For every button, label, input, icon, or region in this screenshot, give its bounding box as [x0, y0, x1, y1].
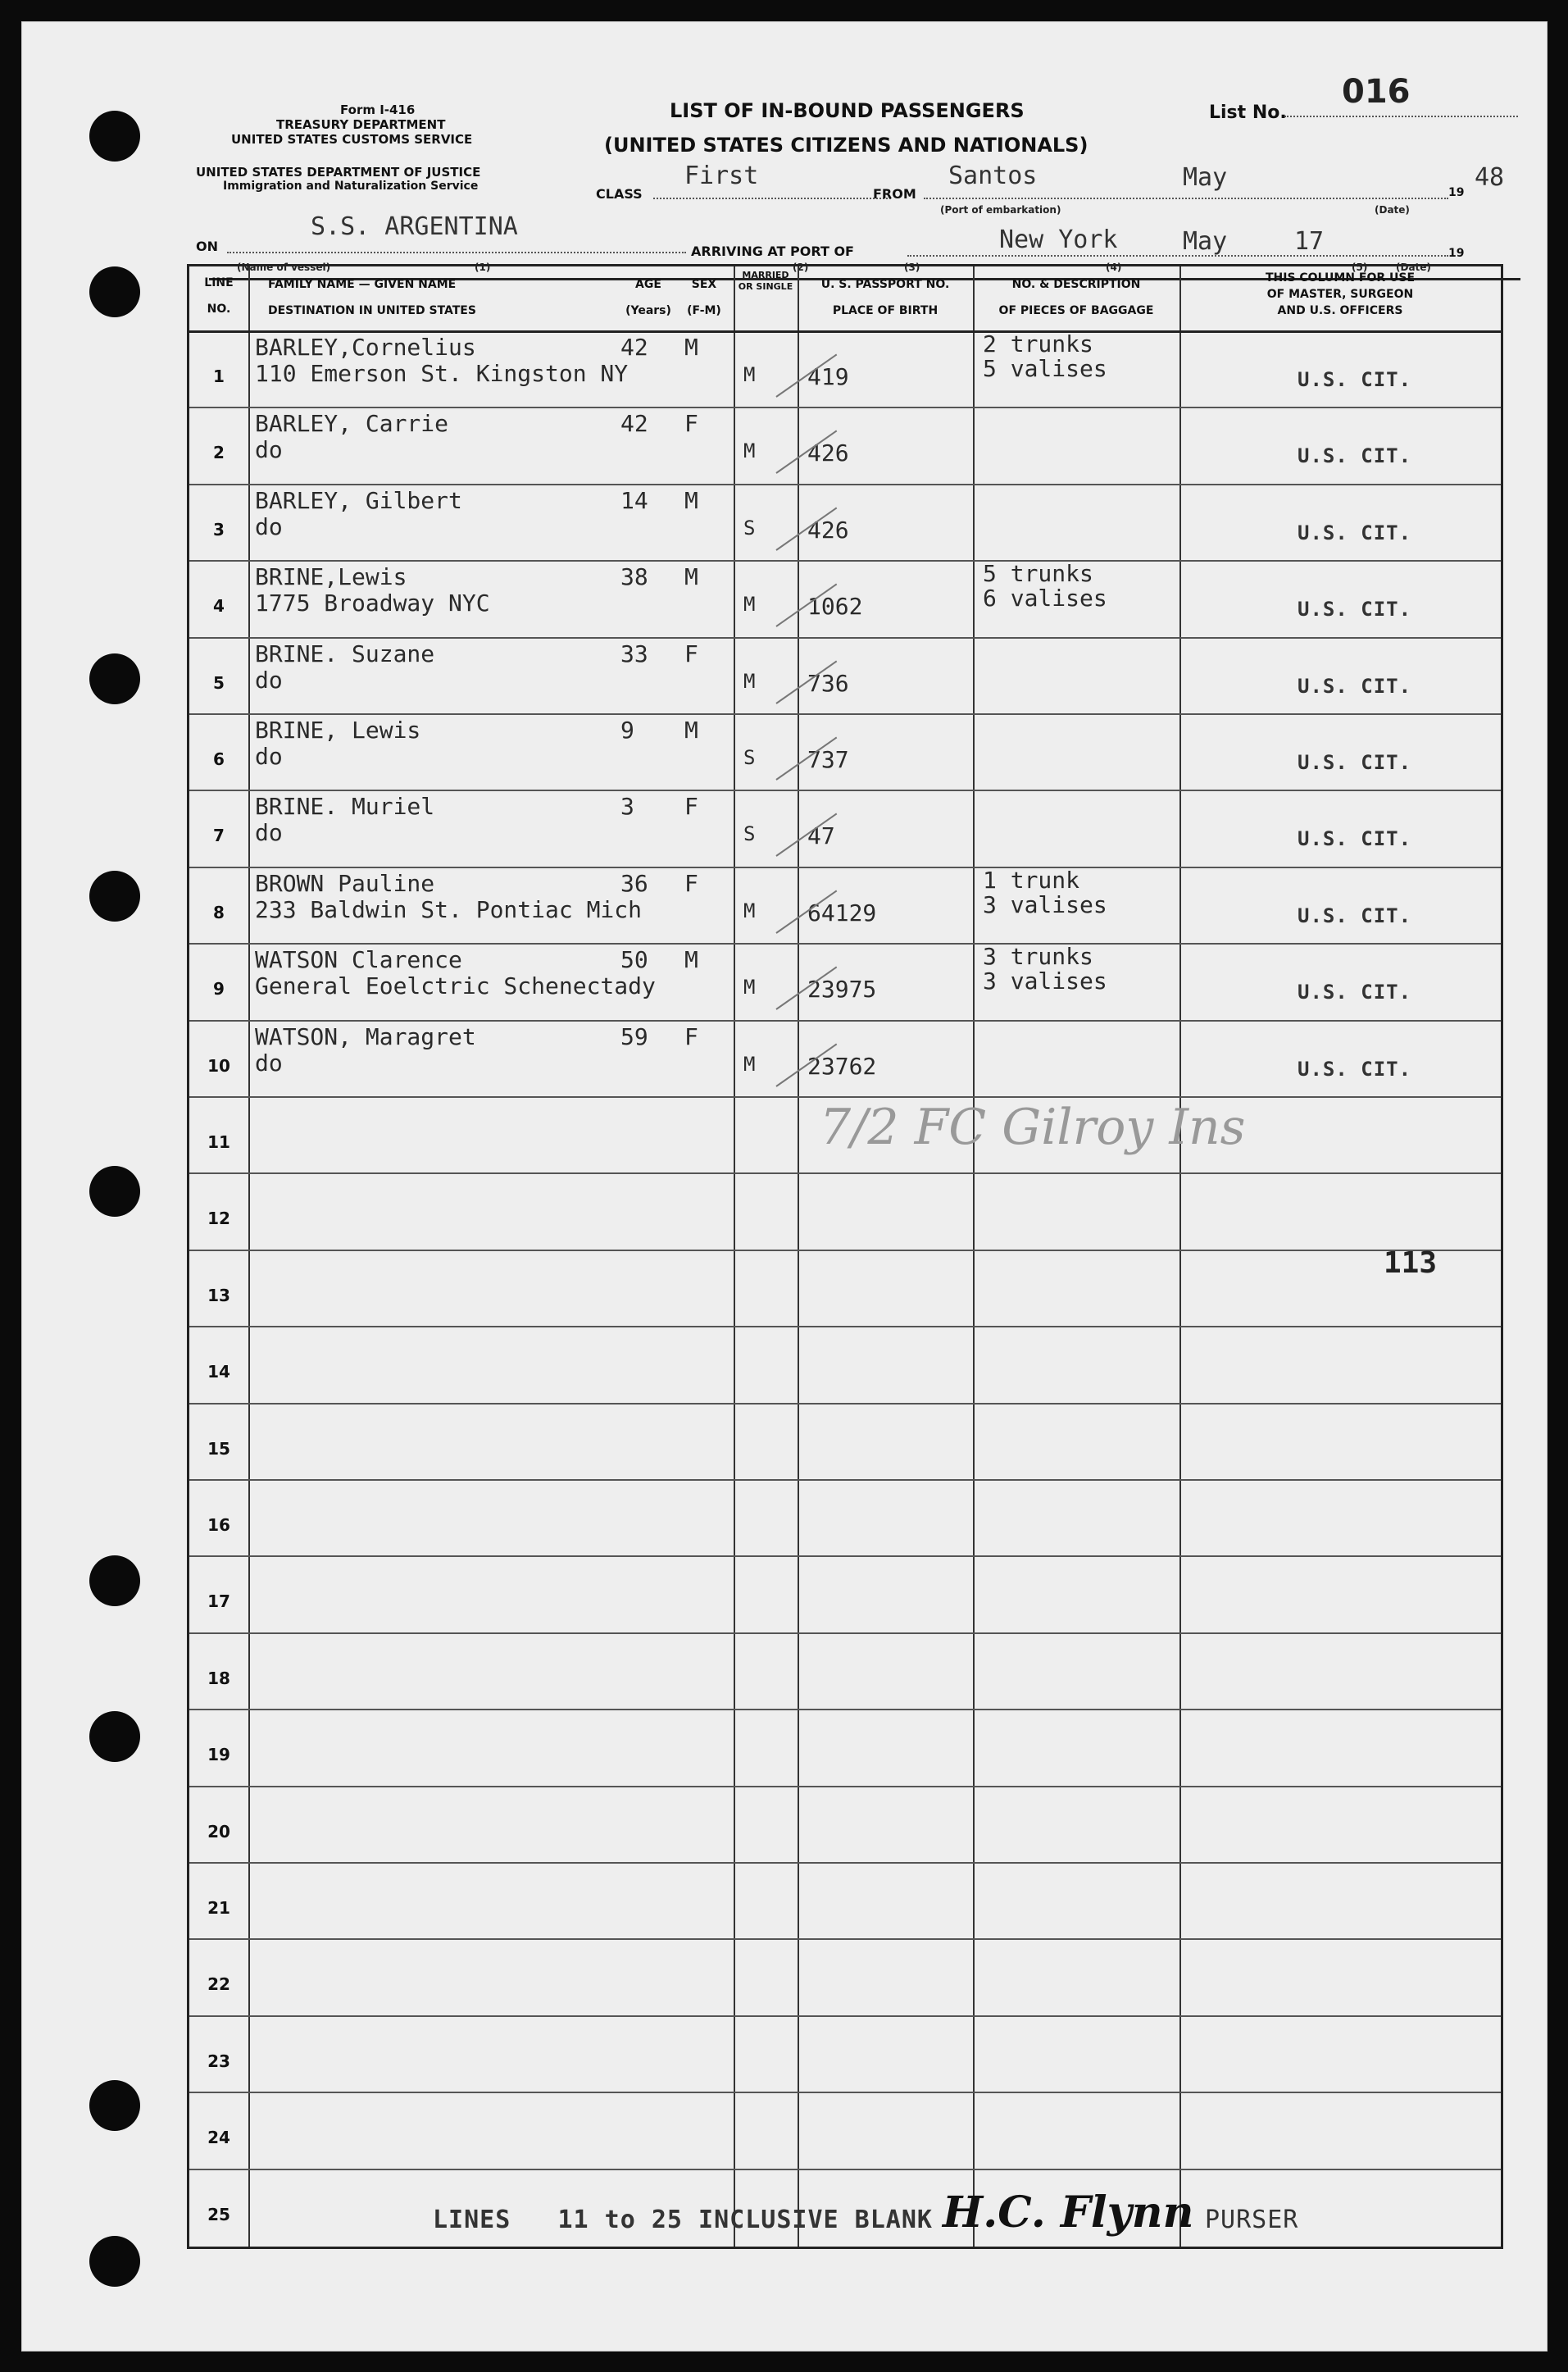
arrival-day: 17	[1294, 227, 1325, 256]
line-number: 25	[207, 2204, 230, 2224]
age: 38	[620, 563, 648, 591]
punch-hole	[89, 111, 140, 162]
passenger-name: BRINE. Suzane	[255, 640, 435, 667]
page-title: LIST OF IN-BOUND PASSENGERS	[670, 99, 1025, 122]
line-number: 19	[207, 1745, 230, 1765]
row-divider	[189, 2169, 1501, 2170]
class-value: First	[684, 162, 759, 190]
line-number: 17	[207, 1591, 230, 1612]
line-number: 15	[207, 1438, 230, 1459]
punch-hole	[89, 653, 140, 704]
row-divider	[189, 1709, 1501, 1710]
passenger-name: BARLEY,Cornelius	[255, 334, 476, 361]
year-prefix-1: 19	[1448, 186, 1465, 199]
col-header-age: AGE	[635, 278, 661, 291]
purser-label: PURSER	[1205, 2206, 1299, 2234]
age: 42	[620, 410, 648, 438]
row-divider	[189, 2015, 1501, 2017]
passenger-name: BRINE. Muriel	[255, 793, 435, 821]
baggage-line-2: 3 valises	[983, 967, 1107, 995]
immigration-service: Immigration and Naturalization Service	[223, 180, 479, 193]
baggage-line-1: 1 trunk	[983, 866, 1080, 894]
sex: M	[684, 334, 698, 361]
sex: F	[684, 1022, 698, 1050]
baggage-line-2: 3 valises	[983, 890, 1107, 918]
line-number: 23	[207, 2051, 230, 2071]
citizen-stamp: U.S. CIT.	[1298, 981, 1412, 1004]
line-number: 4	[213, 596, 225, 617]
row-divider	[189, 943, 1501, 945]
row-divider	[189, 1020, 1501, 1022]
from-line	[924, 198, 1448, 199]
line-number: 18	[207, 1668, 230, 1688]
sex: F	[684, 869, 698, 897]
col-divider	[734, 266, 735, 2247]
age: 3	[620, 793, 634, 821]
citizen-stamp: U.S. CIT.	[1298, 904, 1412, 927]
passenger-name: WATSON Clarence	[255, 946, 462, 974]
passport-number: 64129	[807, 899, 877, 926]
punch-hole	[89, 1166, 140, 1217]
destination: do	[255, 819, 283, 847]
line-number: 5	[213, 672, 225, 693]
col-header-destination: DESTINATION IN UNITED STATES	[268, 304, 476, 317]
passenger-name: WATSON, Maragret	[255, 1022, 476, 1050]
baggage-line-2: 5 valises	[983, 355, 1107, 382]
col-divider	[798, 266, 799, 2247]
line-number: 6	[213, 749, 225, 769]
row-divider	[189, 1403, 1501, 1405]
passport-number: 426	[807, 516, 849, 544]
department-of-justice: UNITED STATES DEPARTMENT OF JUSTICE	[196, 165, 481, 180]
from-label: FROM	[873, 186, 916, 202]
col-header-age-units: (Years)	[625, 304, 671, 317]
departure-year: 48	[1475, 163, 1505, 192]
destination: do	[255, 1049, 283, 1077]
departure-month: May	[1183, 163, 1228, 192]
row-divider	[189, 1555, 1501, 1557]
col-header-married: MARRIED OR SINGLE	[738, 270, 793, 292]
punch-hole	[89, 2080, 140, 2131]
age: 42	[620, 334, 648, 361]
sex: F	[684, 793, 698, 821]
header-divider	[189, 330, 1501, 333]
row-divider	[189, 713, 1501, 715]
sex: F	[684, 640, 698, 667]
line-number: 1	[213, 366, 225, 386]
vessel-name: S.S. ARGENTINA	[311, 212, 518, 241]
class-line	[653, 198, 891, 199]
sex: F	[684, 410, 698, 438]
caption-5: (5)	[1352, 262, 1368, 273]
row-divider	[189, 407, 1501, 408]
list-no-label: List No.	[1209, 102, 1287, 123]
caption-4: (4)	[1106, 262, 1122, 273]
punch-hole	[89, 2236, 140, 2287]
row-divider	[189, 1632, 1501, 1634]
footer-blank-lines: LINES 11 to 25 INCLUSIVE BLANK	[433, 2206, 933, 2234]
from-value: Santos	[948, 162, 1038, 190]
col-divider	[1179, 266, 1181, 2247]
year-prefix-2: 19	[1448, 247, 1465, 260]
passenger-name: BARLEY, Gilbert	[255, 486, 462, 514]
punch-hole	[89, 1711, 140, 1762]
col-header-officers-2: OF MASTER, SURGEON	[1266, 288, 1414, 301]
age: 50	[620, 946, 648, 974]
passport-number: 23975	[807, 976, 877, 1004]
col-header-passport: U. S. PASSPORT NO.	[820, 278, 950, 291]
line-number: 20	[207, 1821, 230, 1842]
baggage-line-1: 3 trunks	[983, 943, 1093, 971]
marital-status: M	[743, 363, 756, 386]
line-number: 12	[207, 1209, 230, 1229]
destination: do	[255, 436, 283, 464]
passport-number: 737	[807, 746, 849, 773]
row-divider	[189, 1250, 1501, 1251]
passport-number: 419	[807, 363, 849, 390]
col-header-line: LINE	[204, 276, 234, 289]
treasury-department: TREASURY DEPARTMENT	[276, 117, 446, 132]
sex: M	[684, 946, 698, 974]
marital-status: S	[743, 516, 756, 540]
caption-2: (2)	[793, 262, 809, 273]
date-caption-1: (Date)	[1375, 204, 1410, 216]
col-header-officers: THIS COLUMN FOR USE	[1265, 271, 1416, 285]
citizen-stamp: U.S. CIT.	[1298, 368, 1412, 391]
line-number: 13	[207, 1285, 230, 1305]
row-divider	[189, 1786, 1501, 1787]
citizen-stamp: U.S. CIT.	[1298, 444, 1412, 468]
row-divider	[189, 484, 1501, 485]
passenger-table	[187, 264, 1503, 2249]
list-no-value: 016	[1342, 73, 1411, 111]
col-header-name: FAMILY NAME — GIVEN NAME	[268, 278, 457, 291]
caption-3: (3)	[904, 262, 920, 273]
arrival-port: New York	[999, 225, 1118, 254]
passport-number: 47	[807, 822, 835, 850]
baggage-line-2: 6 valises	[983, 585, 1107, 612]
age: 59	[620, 1022, 648, 1050]
row-divider	[189, 1096, 1501, 1098]
marital-status: S	[743, 822, 756, 846]
citizen-stamp: U.S. CIT.	[1298, 598, 1412, 621]
age: 33	[620, 640, 648, 667]
caption-1: (1)	[475, 262, 491, 273]
page-subtitle: (UNITED STATES CITIZENS AND NATIONALS)	[604, 134, 1089, 157]
date-caption-2: (Date)	[1396, 262, 1431, 273]
col-header-officers-3: AND U.S. OFFICERS	[1277, 304, 1403, 317]
punch-hole	[89, 871, 140, 922]
row-divider	[189, 867, 1501, 868]
passenger-name: BRINE,Lewis	[255, 563, 407, 591]
citizen-stamp: U.S. CIT.	[1298, 521, 1412, 544]
row-divider	[189, 1862, 1501, 1864]
line-number: 22	[207, 1974, 230, 1995]
passport-number: 1062	[807, 593, 863, 621]
sex: M	[684, 486, 698, 514]
destination: do	[255, 743, 283, 770]
destination: General Eoelctric Schenectady	[255, 972, 656, 1000]
destination: 233 Baldwin St. Pontiac Mich	[255, 895, 643, 923]
citizen-stamp: U.S. CIT.	[1298, 674, 1412, 698]
line-number: 14	[207, 1362, 230, 1382]
marital-status: S	[743, 746, 756, 769]
col-header-line-no: NO.	[207, 303, 231, 316]
destination: do	[255, 666, 283, 694]
arrival-line	[907, 255, 1448, 257]
passenger-name: BARLEY, Carrie	[255, 410, 449, 438]
row-divider	[189, 790, 1501, 791]
age: 14	[620, 486, 648, 514]
marital-status: M	[743, 593, 756, 617]
col-header-baggage: NO. & DESCRIPTION	[1011, 278, 1141, 291]
passport-number: 23762	[807, 1052, 877, 1080]
line-number: 9	[213, 979, 225, 999]
destination: 1775 Broadway NYC	[255, 590, 490, 617]
marital-status: M	[743, 1052, 756, 1076]
col-divider	[248, 266, 250, 2247]
line-number: 3	[213, 519, 225, 540]
passenger-name: BROWN Pauline	[255, 869, 435, 897]
vessel-line	[227, 252, 686, 253]
baggage-line-1: 2 trunks	[983, 330, 1093, 357]
line-number: 11	[207, 1132, 230, 1152]
class-label: CLASS	[596, 186, 643, 202]
passenger-name: BRINE, Lewis	[255, 717, 421, 744]
destination: 110 Emerson St. Kingston NY	[255, 360, 629, 387]
citizen-stamp: U.S. CIT.	[1298, 751, 1412, 774]
age: 36	[620, 869, 648, 897]
line-number: 21	[207, 1898, 230, 1918]
marital-status: M	[743, 899, 756, 922]
destination: do	[255, 512, 283, 540]
col-header-sex-units: (F-M)	[687, 304, 721, 317]
vessel-caption: (Name of vessel)	[237, 262, 331, 273]
col-header-sex: SEX	[691, 278, 717, 291]
citizen-stamp: U.S. CIT.	[1298, 1057, 1412, 1081]
sex: M	[684, 717, 698, 744]
line-number: 2	[213, 443, 225, 463]
row-divider	[189, 1479, 1501, 1481]
col-header-birth: PLACE OF BIRTH	[832, 304, 939, 317]
arriving-label: ARRIVING AT PORT OF	[691, 244, 854, 259]
form-number: Form I-416	[340, 102, 416, 117]
row-divider	[189, 637, 1501, 639]
punch-hole	[89, 1555, 140, 1606]
line-number: 10	[207, 1055, 230, 1076]
port-caption: (Port of embarkation)	[940, 204, 1061, 216]
marital-status: M	[743, 669, 756, 693]
arrival-month: May	[1183, 227, 1228, 256]
purser-signature: H.C. Flynn	[943, 2188, 1194, 2238]
list-no-line	[1284, 116, 1518, 117]
row-divider	[189, 1938, 1501, 1940]
line-number: 16	[207, 1515, 230, 1535]
line-number: 8	[213, 902, 225, 922]
line-number: 7	[213, 826, 225, 846]
col-divider	[973, 266, 975, 2247]
on-label: ON	[196, 239, 218, 254]
page-count: 113	[1384, 1246, 1438, 1280]
passport-number: 736	[807, 669, 849, 697]
marital-status: M	[743, 439, 756, 463]
age: 9	[620, 717, 634, 744]
line-number: 24	[207, 2128, 230, 2148]
row-divider	[189, 1172, 1501, 1174]
row-divider	[189, 1326, 1501, 1327]
punch-hole	[89, 266, 140, 317]
passport-number: 426	[807, 439, 849, 467]
row-divider	[189, 560, 1501, 562]
pencil-note: 7/2 FC Gilroy Ins	[820, 1099, 1246, 1156]
col-header-baggage-2: OF PIECES OF BAGGAGE	[998, 304, 1154, 317]
row-divider	[189, 2092, 1501, 2093]
sex: M	[684, 563, 698, 591]
marital-status: M	[743, 976, 756, 999]
citizen-stamp: U.S. CIT.	[1298, 827, 1412, 851]
baggage-line-1: 5 trunks	[983, 560, 1093, 588]
customs-service: UNITED STATES CUSTOMS SERVICE	[231, 132, 473, 147]
